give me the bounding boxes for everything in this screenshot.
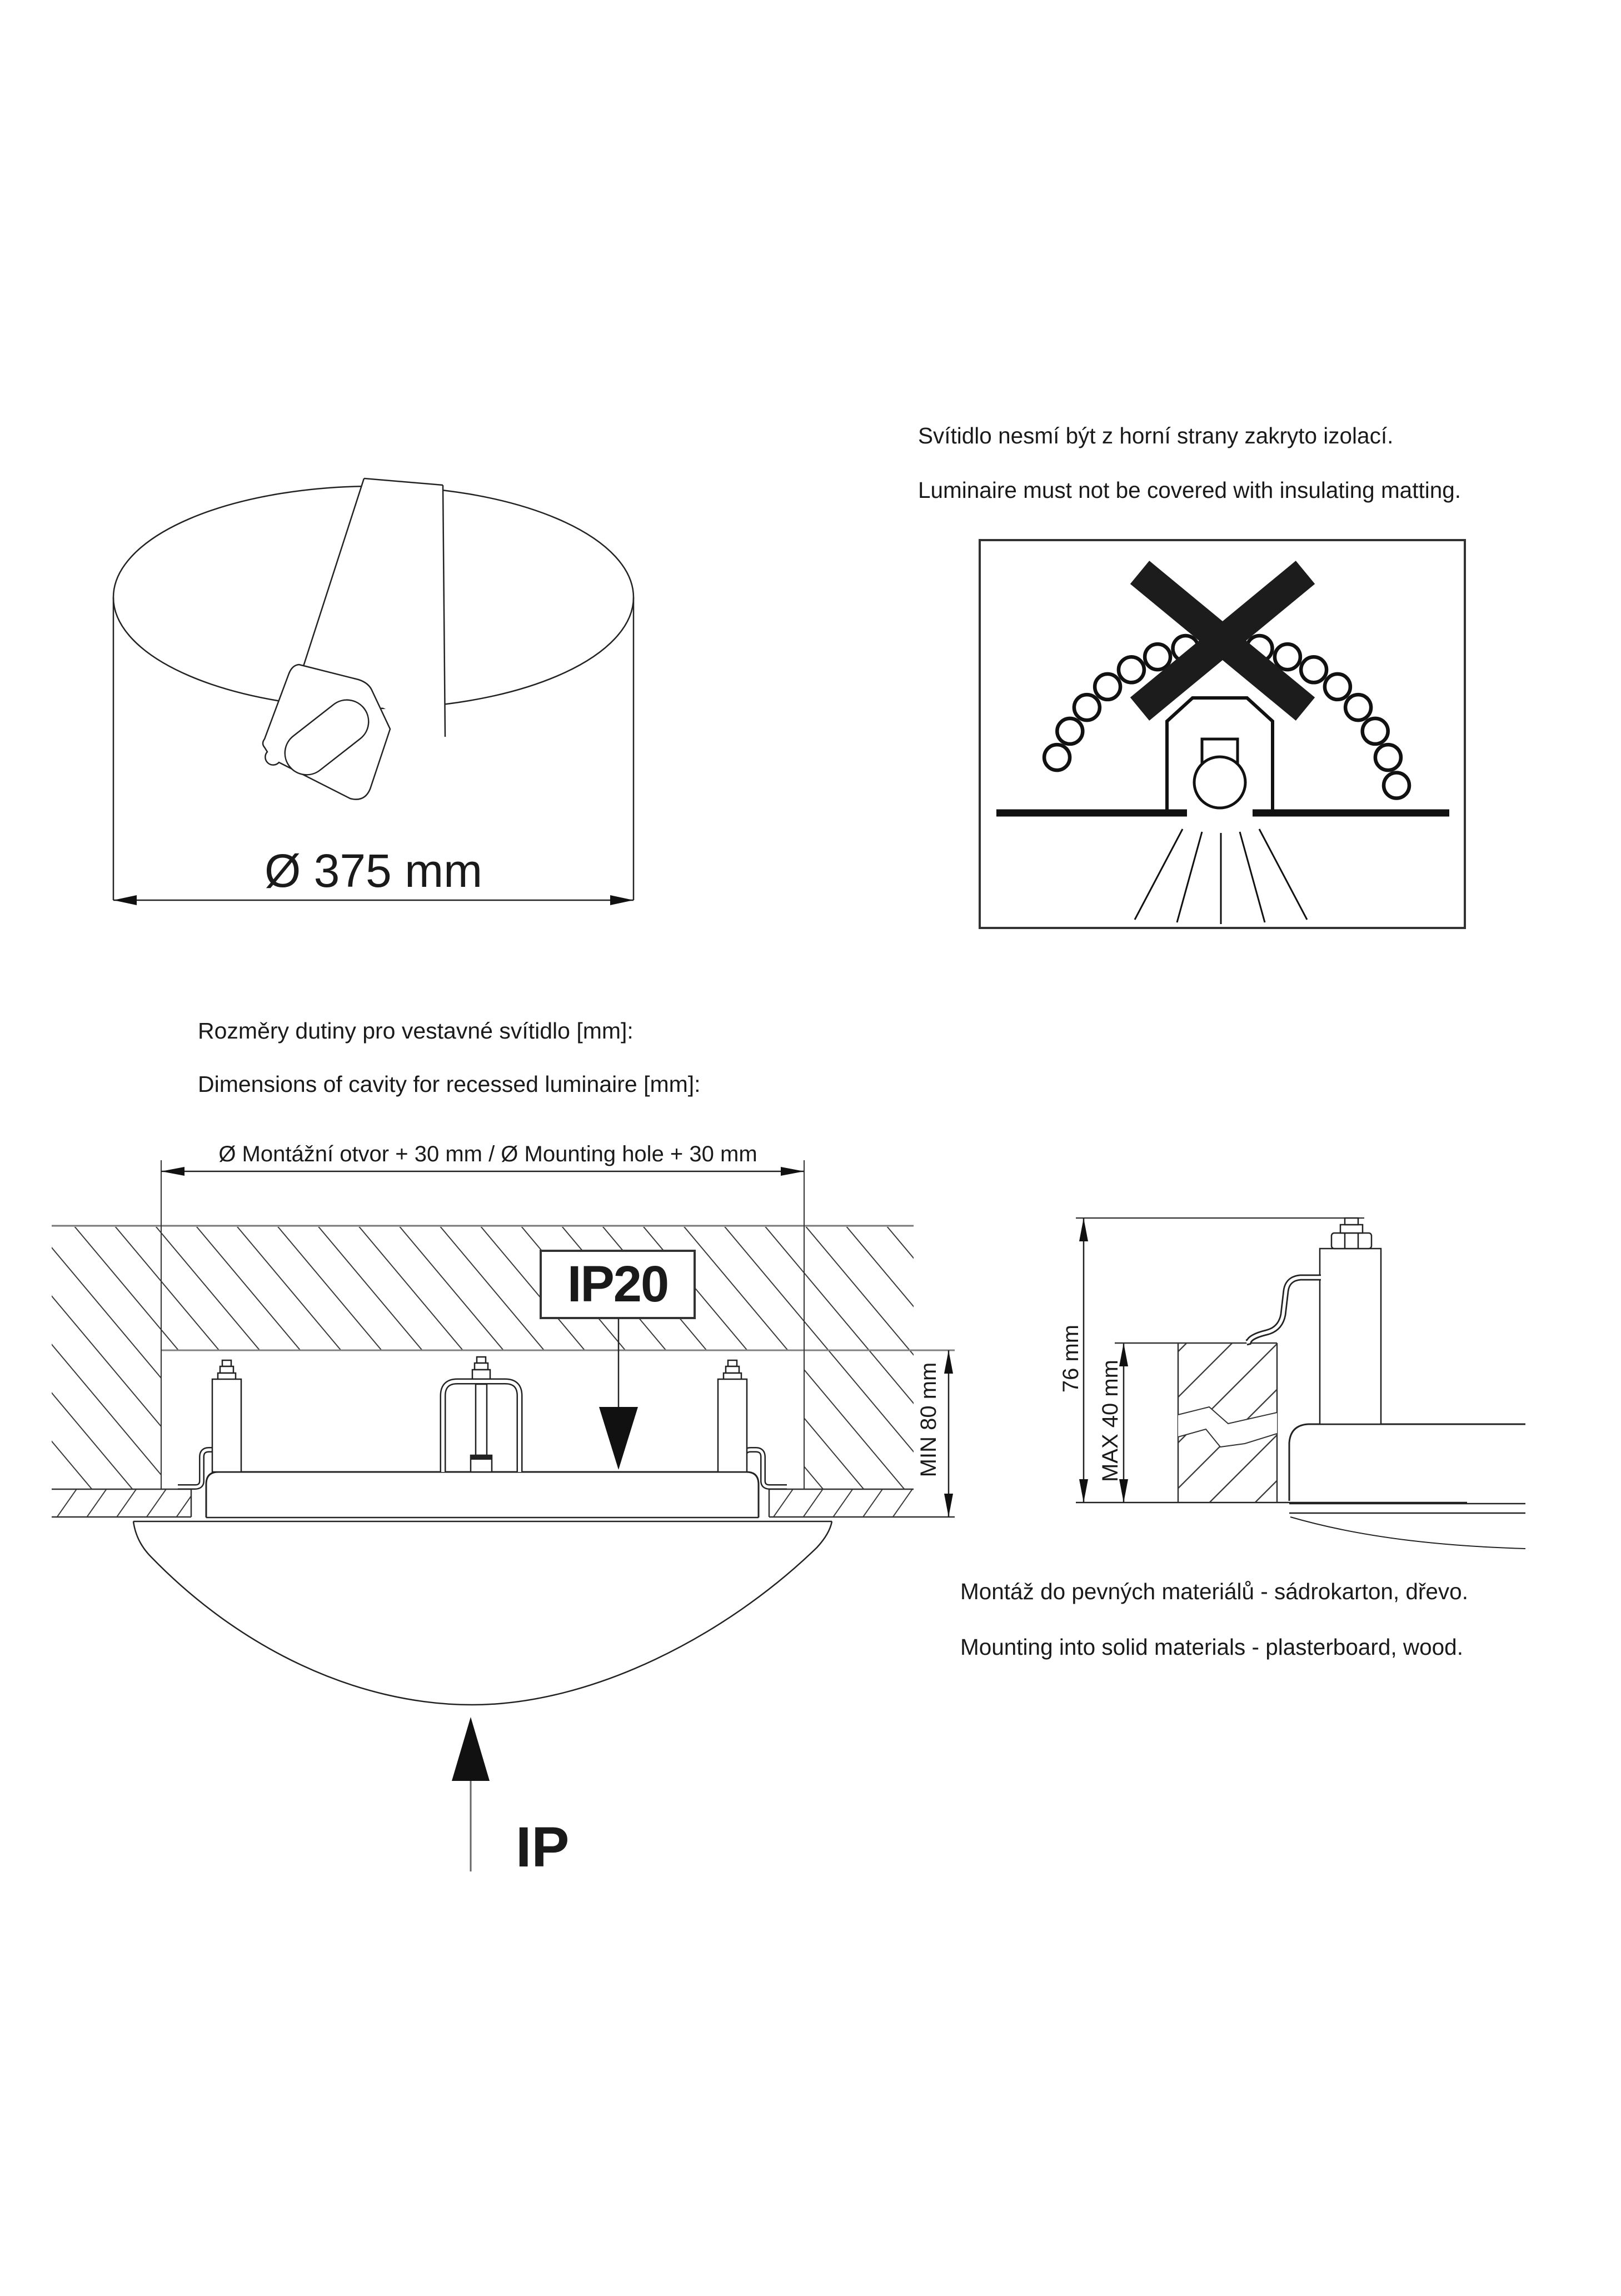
mounting-hole-diagram (113, 478, 634, 905)
adjusting-post-right (718, 1360, 747, 1472)
bottom-note-en: Mounting into solid materials - plasterboard, wood. (960, 1634, 1463, 1660)
luminaire-base (206, 1472, 759, 1518)
adjusting-post-left (212, 1360, 241, 1472)
total-height-label: 76 mm (1059, 1324, 1083, 1393)
min-depth-dimension (944, 1350, 953, 1517)
ip20-rating-label: IP20 (567, 1256, 669, 1312)
luminaire-detail (1289, 1424, 1525, 1549)
spring-clip-icon (263, 478, 446, 800)
ceiling-hatch-right (804, 1350, 914, 1489)
ip-arrow (452, 1717, 490, 1871)
post-detail (1320, 1218, 1381, 1424)
min-depth-label: MIN 80 mm (916, 1362, 941, 1478)
cavity-heading-en: Dimensions of cavity for recessed luminaire [mm]: (198, 1071, 701, 1097)
mounting-hole-dimension (161, 1167, 804, 1176)
bottom-note-cs: Montáž do pevných materiálů - sádrokarton, dřevo. (960, 1579, 1468, 1604)
no-insulation-pictogram (980, 540, 1465, 928)
cavity-cross-section (52, 1160, 955, 1871)
center-yoke (443, 1357, 520, 1472)
mounting-hole-label: Ø Montážní otvor + 30 mm / Ø Mounting hole + 30 mm (218, 1142, 757, 1166)
max-thickness-label: MAX 40 mm (1098, 1359, 1123, 1483)
diameter-label: Ø 375 mm (264, 845, 483, 897)
board-block (1115, 1343, 1277, 1503)
ip-label: IP (516, 1815, 570, 1879)
top-note-cs: Svítidlo nesmí být z horní strany zakryto izolací. (918, 423, 1394, 448)
glass-dome (133, 1521, 832, 1705)
cavity-heading-cs: Rozměry dutiny pro vestavné svítidlo [mm]: (198, 1018, 634, 1044)
top-note-en: Luminaire must not be covered with insulating matting. (918, 477, 1462, 503)
ceiling-hatch-top (52, 1227, 914, 1350)
board-detail-section (1076, 1218, 1525, 1549)
spring-bracket-detail (1246, 1277, 1321, 1342)
ceiling-hatch-left (52, 1350, 161, 1489)
